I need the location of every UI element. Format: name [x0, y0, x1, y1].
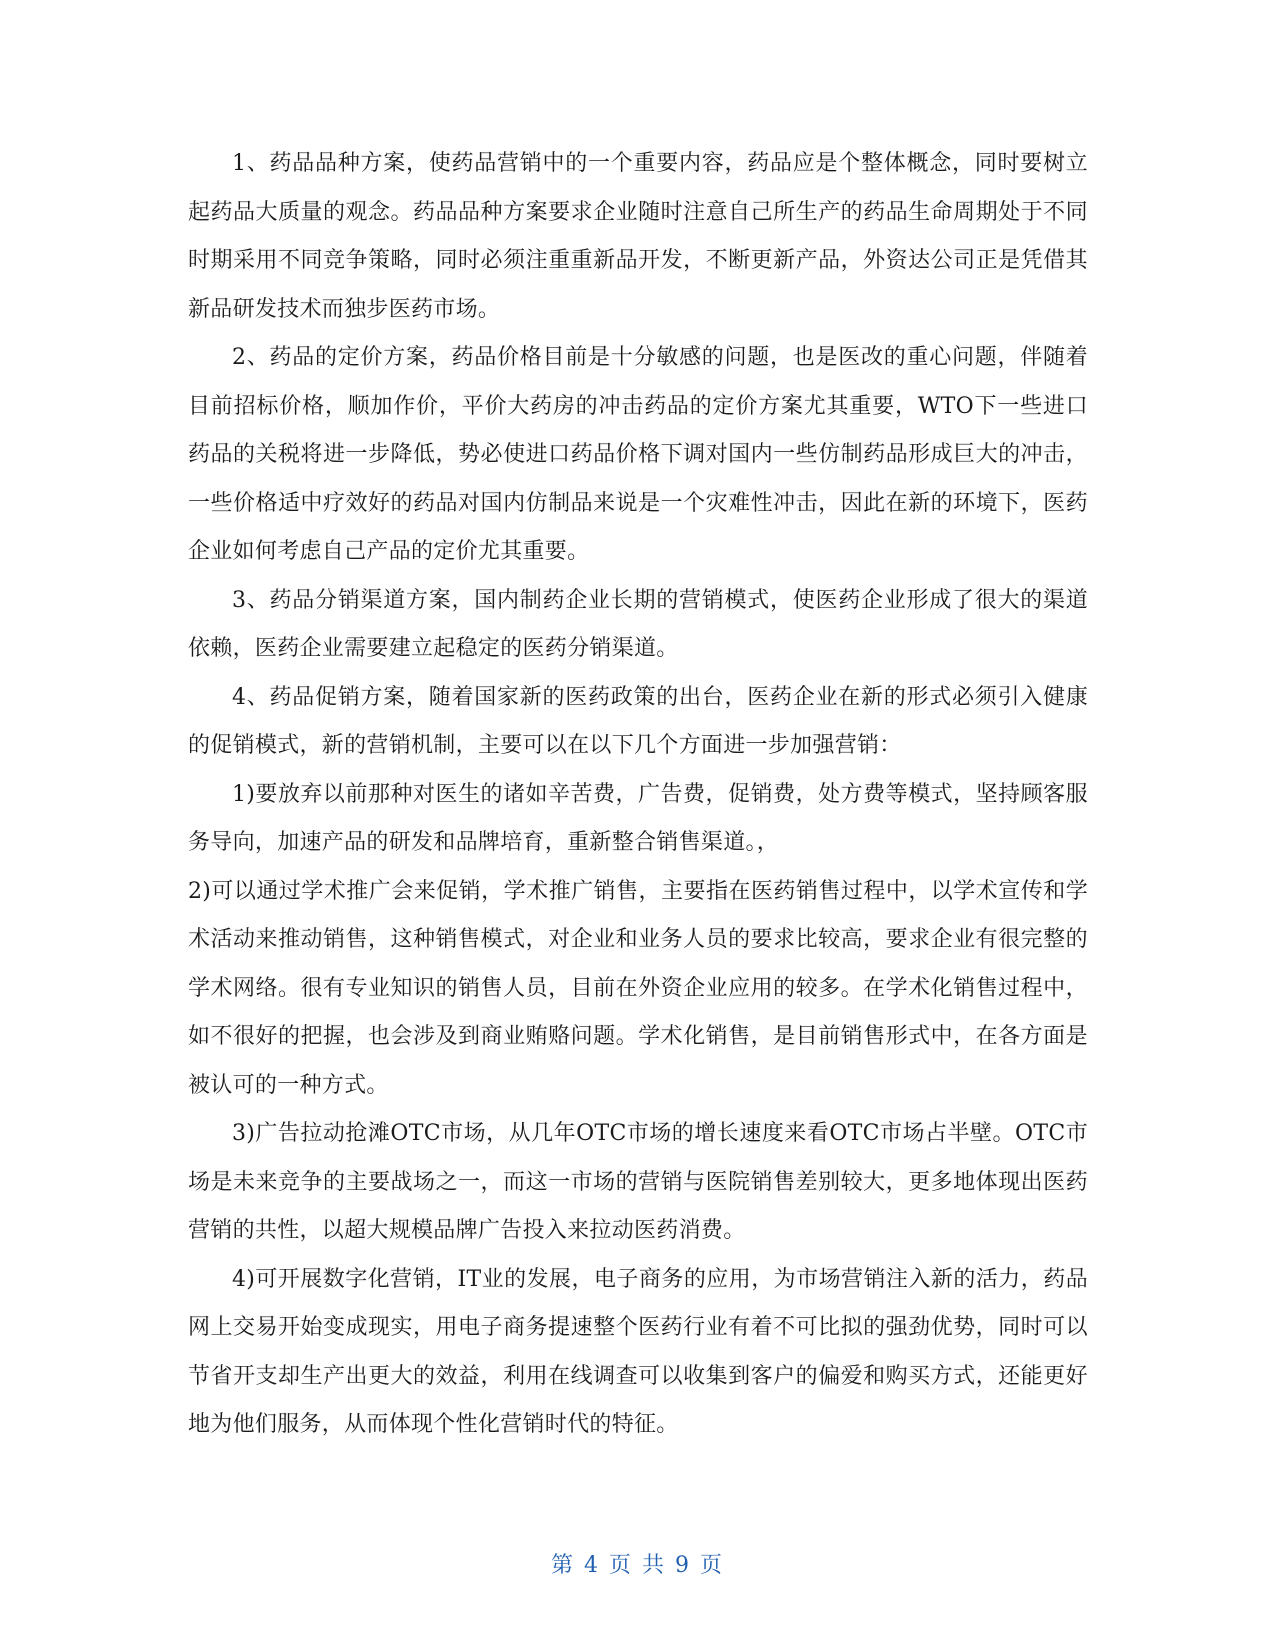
paragraph-7: 3)广告拉动抢滩OTC市场，从几年OTC市场的增长速度来看OTC市场占半壁。OTC市场是未来竞争的主要战场之一，而这一市场的营销与医院销售差别较大，更多地体现出医药营销的共性，以超大规模品牌广告投入来拉动医药消费。 — [188, 1121, 1088, 1243]
paragraph-2: 2、药品的定价方案，药品价格目前是十分敏感的问题，也是医改的重心问题，伴随着目前招标价格，顺加作价，平价大药房的冲击药品的定价方案尤其重要，WTO下一些进口药品的关税将进一步降低，势必使进口药品价格下调对国内一些仿制药品形成巨大的冲击，一些价格适中疗效好的药品对国内仿制品来说是一个灾难性冲击，因此在新的环境下，医药企业如何考虑自己产品的定价尤其重要。 — [188, 345, 1088, 564]
document-body — [188, 140, 1088, 1450]
paragraph-6: 2)可以通过学术推广会来促销，学术推广销售，主要指在医药销售过程中，以学术宣传和学术活动来推动销售，这种销售模式，对企业和业务人员的要求比较高，要求企业有很完整的学术网络。很有专业知识的销售人员，目前在外资企业应用的较多。在学术化销售过程中，如不很好的把握，也会涉及到商业贿赂问题。学术化销售，是目前销售形式中，在各方面是被认可的一种方式。 — [188, 878, 1088, 1098]
paragraph-3: 3、药品分销渠道方案，国内制药企业长期的营销模式，使医药企业形成了很大的渠道依赖，医药企业需要建立起稳定的医药分销渠道。 — [188, 587, 1088, 661]
paragraph-1: 1、药品品种方案，使药品营销中的一个重要内容，药品应是个整体概念，同时要树立起药品大质量的观念。药品品种方案要求企业随时注意自己所生产的药品生命周期处于不同时期采用不同竞争策略，同时必须注重重新品开发，不断更新产品，外资达公司正是凭借其新品研发技术而独步医药市场。 — [188, 151, 1088, 322]
page-number-footer: 第 4 页 共 9 页 — [551, 1553, 724, 1578]
paragraph-5: 1)要放弃以前那种对医生的诸如辛苦费，广告费，促销费，处方费等模式，坚持顾客服务导向，加速产品的研发和品牌培育，重新整合销售渠道。， — [188, 781, 1088, 855]
paragraph-8: 4)可开展数字化营销，IT业的发展，电子商务的应用，为市场营销注入新的活力，药品网上交易开始变成现实，用电子商务提速整个医药行业有着不可比拟的强劲优势，同时可以节省开支却生产出更大的效益，利用在线调查可以收集到客户的偏爱和购买方式，还能更好地为他们服务，从而体现个性化营销时代的特征。 — [188, 1266, 1088, 1437]
paragraph-4: 4、药品促销方案，随着国家新的医药政策的出台，医药企业在新的形式必须引入健康的促销模式，新的营销机制，主要可以在以下几个方面进一步加强营销： — [188, 684, 1088, 758]
